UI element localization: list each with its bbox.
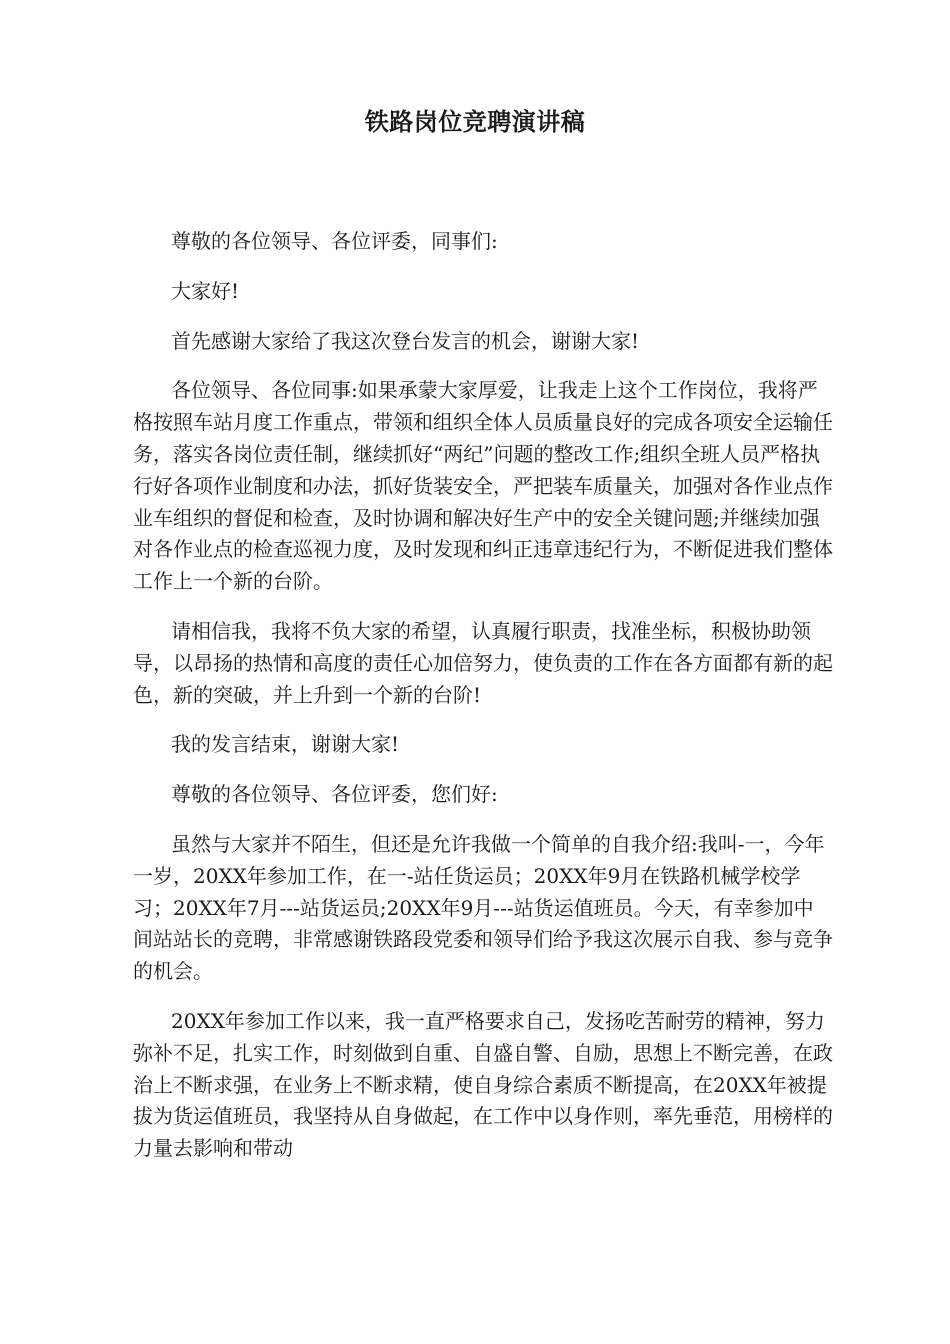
paragraph-closing: 我的发言结束，谢谢大家! xyxy=(171,732,400,757)
document-title: 铁路岗位竞聘演讲稿 xyxy=(364,107,586,136)
paragraph-work-experience: 20XX年参加工作以来，我一直严格要求自己，发扬吃苦耐劳的精神，努力弥补不足，扎实工作，时刻做到自重、自盛自警、自励，思想上不断完善，在政治上不断求强，在业务上不断求精，使自身综合素质不断提高，在20XX年被提拔为货运值班员，我坚持从自身做起，在工作中以身作则，率先垂范，用榜样的力量去影响和带动 xyxy=(133,1008,833,1161)
document-body xyxy=(133,226,833,1183)
paragraph-greeting: 大家好! xyxy=(171,278,240,303)
paragraph-thanks: 首先感谢大家给了我这次登台发言的机会，谢谢大家! xyxy=(171,328,640,353)
paragraph-salutation: 尊敬的各位领导、各位评委，同事们: xyxy=(171,229,498,253)
paragraph-salutation-2: 尊敬的各位领导、各位评委，您们好: xyxy=(171,782,498,807)
paragraph-work-plan: 各位领导、各位同事:如果承蒙大家厚爱，让我走上这个工作岗位，我将严格按照车站月度工作重点，带领和组织全体人员质量良好的完成各项安全运输任务，落实各岗位责任制，继续抓好“两纪”问题的整改工作;组织全班人员严格执行好各项作业制度和办法，抓好货装安全，严把装车质量关，加强对各作业点作业车组织的督促和检查，及时协调和解决好生产中的安全关键问题;并继续加强对各作业点的检查巡视力度，及时发现和纠正违章违纪行为，不断促进我们整体工作上一个新的台阶。 xyxy=(133,378,833,594)
paragraph-self-introduction: 虽然与大家并不陌生，但还是允许我做一个简单的自我介绍:我叫-一，今年一岁，20XX年参加工作，在一-站任货运员；20XX年9月在铁路机械学校学习；20XX年7月---站货运员;20XX年9月---站货运值班员。今天，有幸参加中间站站长的竞聘，非常感谢铁路段党委和领导们给予我这次展示自我、参与竞争的机会。 xyxy=(133,831,833,984)
paragraph-commitment: 请相信我，我将不负大家的希望，认真履行职责，找准坐标，积极协助领导，以昂扬的热情和高度的责任心加倍努力，使负责的工作在各方面都有新的起色，新的突破，并上升到一个新的台阶! xyxy=(133,618,833,707)
